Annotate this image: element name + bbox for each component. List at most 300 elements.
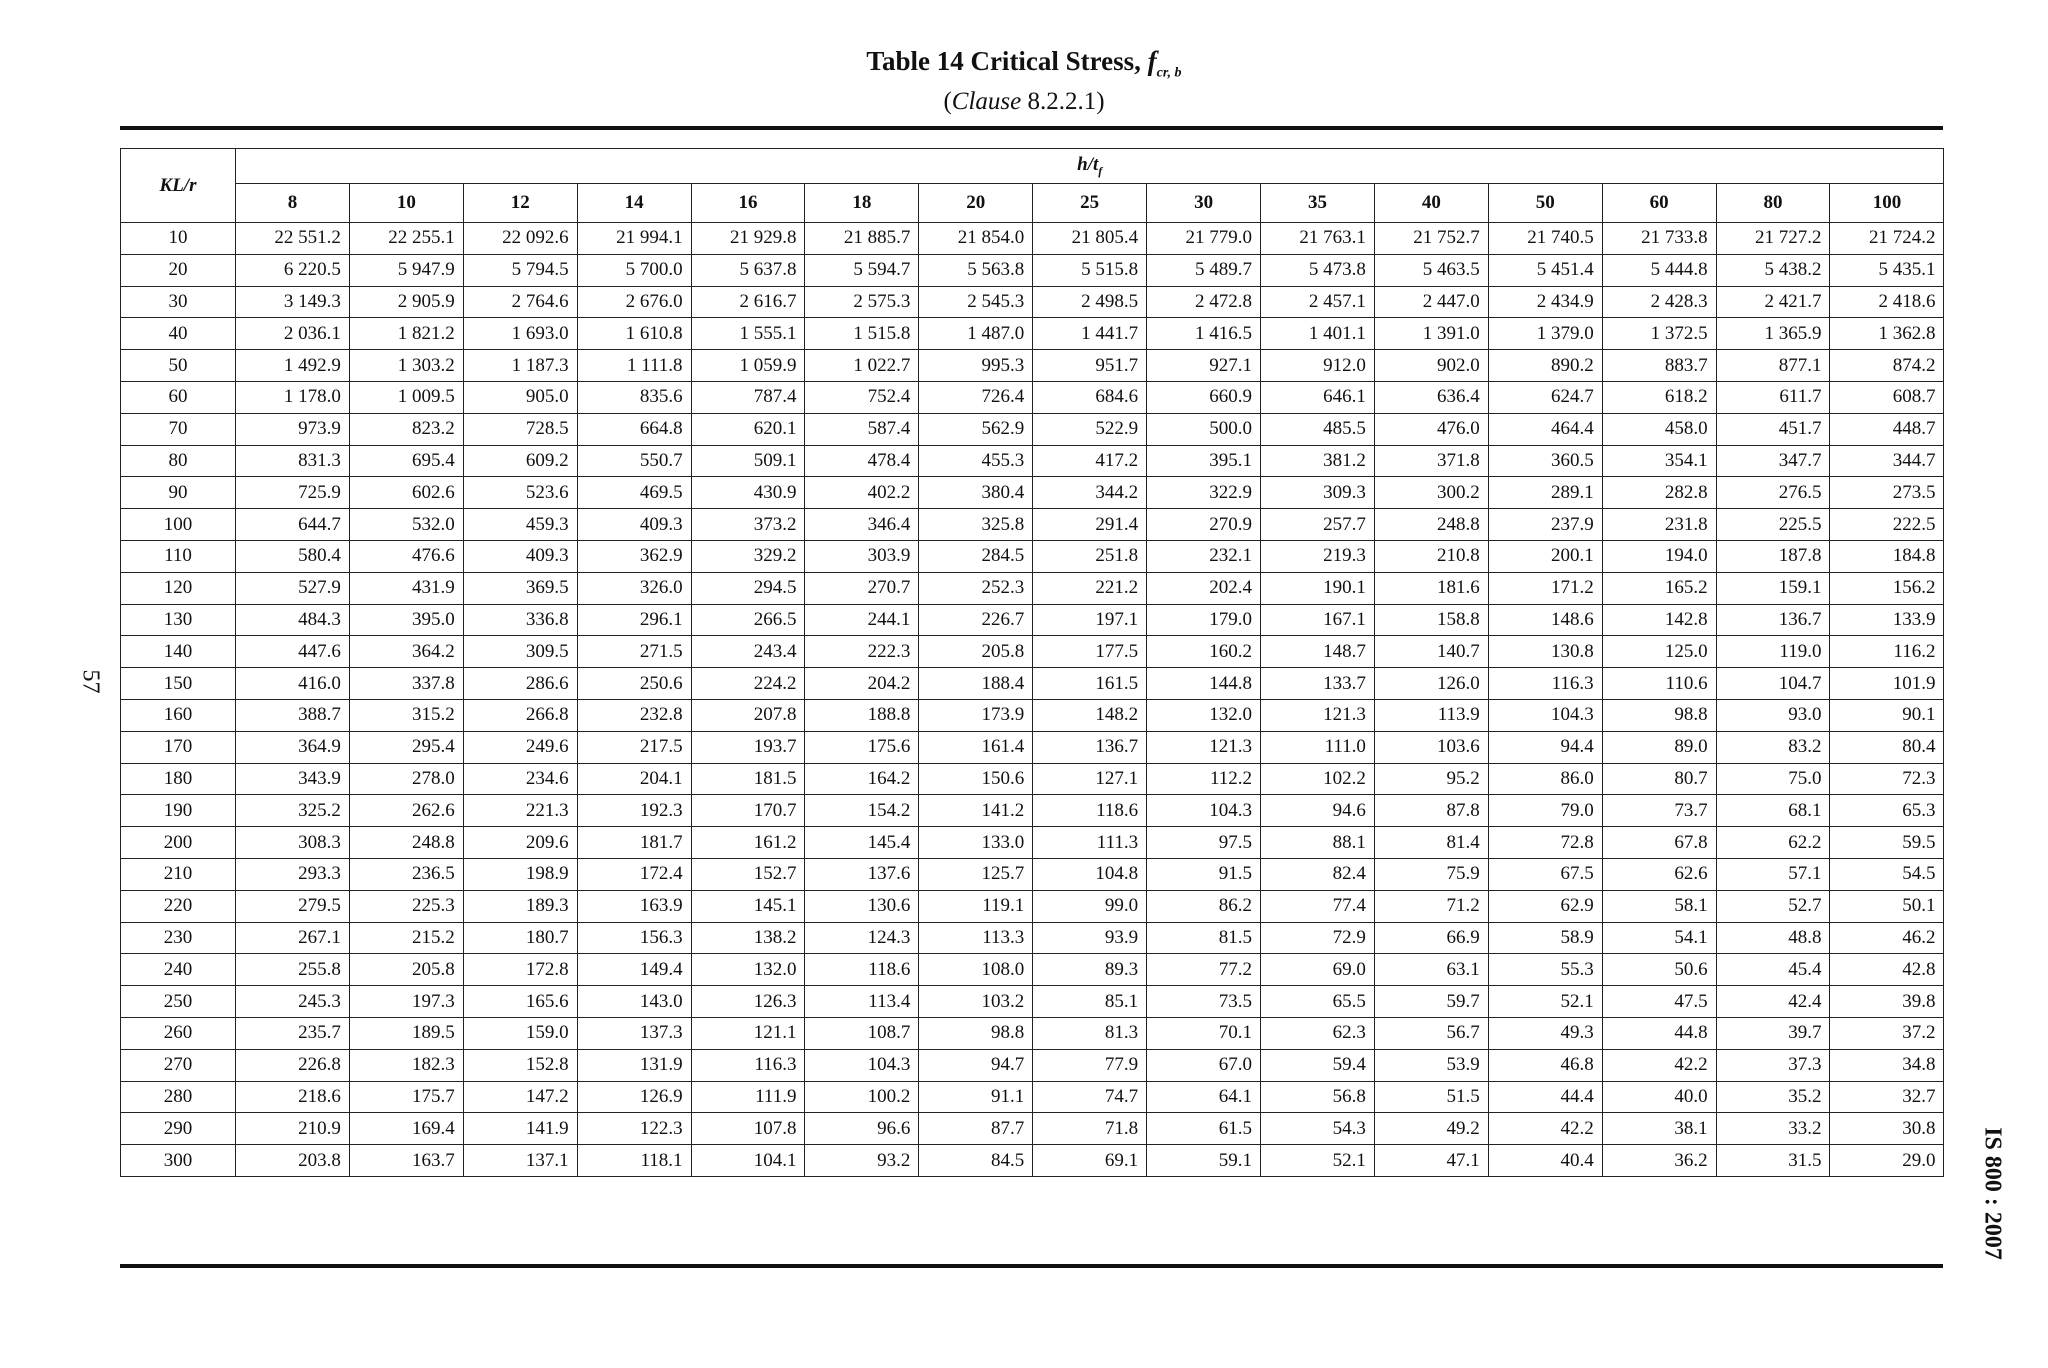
column-header: 12 — [463, 184, 577, 223]
stress-cell: 279.5 — [236, 890, 350, 922]
stress-cell: 284.5 — [919, 540, 1033, 572]
stress-cell: 42.8 — [1830, 954, 1944, 986]
stress-cell: 695.4 — [349, 445, 463, 477]
stress-cell: 469.5 — [577, 477, 691, 509]
stress-cell: 47.5 — [1602, 986, 1716, 1018]
stress-cell: 243.4 — [691, 636, 805, 668]
stress-cell: 161.5 — [1033, 668, 1147, 700]
stress-cell: 902.0 — [1374, 350, 1488, 382]
stress-cell: 103.2 — [919, 986, 1033, 1018]
stress-cell: 5 563.8 — [919, 254, 1033, 286]
stress-cell: 2 428.3 — [1602, 286, 1716, 318]
stress-cell: 94.4 — [1488, 731, 1602, 763]
stress-cell: 119.0 — [1716, 636, 1830, 668]
stress-cell: 222.5 — [1830, 509, 1944, 541]
stress-cell: 88.1 — [1261, 827, 1375, 859]
stress-cell: 104.3 — [1147, 795, 1261, 827]
stress-cell: 103.6 — [1374, 731, 1488, 763]
stress-cell: 2 434.9 — [1488, 286, 1602, 318]
kl-r-header: KL/r — [121, 149, 236, 223]
stress-cell: 22 255.1 — [349, 223, 463, 255]
stress-cell: 113.9 — [1374, 699, 1488, 731]
stress-cell: 232.8 — [577, 699, 691, 731]
stress-cell: 116.3 — [691, 1049, 805, 1081]
stress-cell: 118.6 — [805, 954, 919, 986]
stress-cell: 141.9 — [463, 1113, 577, 1145]
stress-cell: 21 779.0 — [1147, 223, 1261, 255]
stress-cell: 31.5 — [1716, 1145, 1830, 1177]
stress-cell: 360.5 — [1488, 445, 1602, 477]
stress-cell: 231.8 — [1602, 509, 1716, 541]
stress-cell: 2 575.3 — [805, 286, 919, 318]
column-header: 30 — [1147, 184, 1261, 223]
stress-cell: 21 805.4 — [1033, 223, 1147, 255]
stress-cell: 59.1 — [1147, 1145, 1261, 1177]
stress-cell: 37.3 — [1716, 1049, 1830, 1081]
stress-cell: 113.3 — [919, 922, 1033, 954]
stress-cell: 170.7 — [691, 795, 805, 827]
stress-cell: 158.8 — [1374, 604, 1488, 636]
stress-cell: 874.2 — [1830, 350, 1944, 382]
table-title-symbol: f — [1147, 46, 1157, 76]
stress-cell: 143.0 — [577, 986, 691, 1018]
stress-cell: 32.7 — [1830, 1081, 1944, 1113]
stress-cell: 236.5 — [349, 858, 463, 890]
stress-cell: 232.1 — [1147, 540, 1261, 572]
stress-cell: 373.2 — [691, 509, 805, 541]
column-header: 20 — [919, 184, 1033, 223]
stress-cell: 752.4 — [805, 381, 919, 413]
stress-cell: 257.7 — [1261, 509, 1375, 541]
stress-cell: 62.3 — [1261, 1017, 1375, 1049]
table-row — [121, 350, 1944, 382]
stress-cell: 72.3 — [1830, 763, 1944, 795]
stress-cell: 69.0 — [1261, 954, 1375, 986]
stress-cell: 248.8 — [1374, 509, 1488, 541]
table-row — [121, 1113, 1944, 1145]
stress-cell: 402.2 — [805, 477, 919, 509]
stress-cell: 286.6 — [463, 668, 577, 700]
stress-cell: 2 421.7 — [1716, 286, 1830, 318]
stress-cell: 270.7 — [805, 572, 919, 604]
stress-cell: 187.8 — [1716, 540, 1830, 572]
stress-cell: 39.8 — [1830, 986, 1944, 1018]
stress-cell: 293.3 — [236, 858, 350, 890]
stress-cell: 1 362.8 — [1830, 318, 1944, 350]
kl-r-value: 270 — [121, 1049, 236, 1081]
stress-cell: 97.5 — [1147, 827, 1261, 859]
stress-cell: 636.4 — [1374, 381, 1488, 413]
table-row — [121, 890, 1944, 922]
stress-cell: 46.2 — [1830, 922, 1944, 954]
stress-cell: 523.6 — [463, 477, 577, 509]
stress-cell: 169.4 — [349, 1113, 463, 1145]
stress-cell: 250.6 — [577, 668, 691, 700]
stress-cell: 248.8 — [349, 827, 463, 859]
stress-cell: 21 854.0 — [919, 223, 1033, 255]
stress-cell: 354.1 — [1602, 445, 1716, 477]
table-row — [121, 1081, 1944, 1113]
stress-cell: 182.3 — [349, 1049, 463, 1081]
stress-cell: 346.4 — [805, 509, 919, 541]
stress-cell: 53.9 — [1374, 1049, 1488, 1081]
stress-cell: 70.1 — [1147, 1017, 1261, 1049]
stress-cell: 65.3 — [1830, 795, 1944, 827]
table-row — [121, 699, 1944, 731]
stress-cell: 163.9 — [577, 890, 691, 922]
stress-cell: 29.0 — [1830, 1145, 1944, 1177]
table-row — [121, 795, 1944, 827]
stress-cell: 42.2 — [1488, 1113, 1602, 1145]
stress-cell: 96.6 — [805, 1113, 919, 1145]
table-row — [121, 922, 1944, 954]
stress-cell: 44.4 — [1488, 1081, 1602, 1113]
stress-cell: 905.0 — [463, 381, 577, 413]
column-header: 10 — [349, 184, 463, 223]
stress-cell: 59.5 — [1830, 827, 1944, 859]
stress-cell: 225.3 — [349, 890, 463, 922]
stress-cell: 181.7 — [577, 827, 691, 859]
table-row — [121, 413, 1944, 445]
stress-cell: 79.0 — [1488, 795, 1602, 827]
kl-r-value: 240 — [121, 954, 236, 986]
stress-cell: 289.1 — [1488, 477, 1602, 509]
stress-cell: 73.5 — [1147, 986, 1261, 1018]
table-row — [121, 636, 1944, 668]
stress-cell: 59.7 — [1374, 986, 1488, 1018]
stress-cell: 2 498.5 — [1033, 286, 1147, 318]
stress-cell: 235.7 — [236, 1017, 350, 1049]
stress-cell: 5 438.2 — [1716, 254, 1830, 286]
stress-cell: 98.8 — [919, 1017, 1033, 1049]
stress-cell: 38.1 — [1602, 1113, 1716, 1145]
stress-cell: 126.9 — [577, 1081, 691, 1113]
kl-r-value: 40 — [121, 318, 236, 350]
stress-cell: 93.2 — [805, 1145, 919, 1177]
stress-cell: 125.7 — [919, 858, 1033, 890]
stress-cell: 160.2 — [1147, 636, 1261, 668]
stress-cell: 42.2 — [1602, 1049, 1716, 1081]
stress-cell: 21 885.7 — [805, 223, 919, 255]
column-header-row — [121, 184, 1944, 223]
stress-cell: 56.8 — [1261, 1081, 1375, 1113]
stress-cell: 646.1 — [1261, 381, 1375, 413]
table-title — [0, 46, 2048, 81]
stress-cell: 202.4 — [1147, 572, 1261, 604]
stress-cell: 54.1 — [1602, 922, 1716, 954]
stress-cell: 221.2 — [1033, 572, 1147, 604]
stress-cell: 93.9 — [1033, 922, 1147, 954]
stress-cell: 104.1 — [691, 1145, 805, 1177]
stress-cell: 113.4 — [805, 986, 919, 1018]
stress-cell: 1 487.0 — [919, 318, 1033, 350]
stress-cell: 80.7 — [1602, 763, 1716, 795]
stress-cell: 343.9 — [236, 763, 350, 795]
stress-cell: 112.2 — [1147, 763, 1261, 795]
stress-cell: 618.2 — [1602, 381, 1716, 413]
stress-cell: 89.3 — [1033, 954, 1147, 986]
stress-cell: 325.2 — [236, 795, 350, 827]
stress-cell: 1 303.2 — [349, 350, 463, 382]
kl-r-value: 280 — [121, 1081, 236, 1113]
stress-cell: 217.5 — [577, 731, 691, 763]
stress-cell: 1 416.5 — [1147, 318, 1261, 350]
stress-cell: 107.8 — [691, 1113, 805, 1145]
stress-cell: 193.7 — [691, 731, 805, 763]
h-tf-header — [236, 149, 1944, 184]
stress-cell: 148.2 — [1033, 699, 1147, 731]
stress-cell: 73.7 — [1602, 795, 1716, 827]
stress-cell: 171.2 — [1488, 572, 1602, 604]
stress-cell: 5 489.7 — [1147, 254, 1261, 286]
column-header: 8 — [236, 184, 350, 223]
kl-r-value: 190 — [121, 795, 236, 827]
table-row — [121, 223, 1944, 255]
stress-cell: 173.9 — [919, 699, 1033, 731]
stress-cell: 154.2 — [805, 795, 919, 827]
stress-cell: 144.8 — [1147, 668, 1261, 700]
stress-cell: 67.8 — [1602, 827, 1716, 859]
kl-r-value: 10 — [121, 223, 236, 255]
stress-cell: 156.3 — [577, 922, 691, 954]
stress-cell: 2 764.6 — [463, 286, 577, 318]
kl-r-value: 230 — [121, 922, 236, 954]
stress-cell: 602.6 — [349, 477, 463, 509]
stress-cell: 500.0 — [1147, 413, 1261, 445]
stress-cell: 478.4 — [805, 445, 919, 477]
stress-cell: 409.3 — [577, 509, 691, 541]
stress-cell: 194.0 — [1602, 540, 1716, 572]
clause-reference: (Clause 8.2.2.1) — [943, 88, 1105, 115]
stress-cell: 77.2 — [1147, 954, 1261, 986]
column-header: 25 — [1033, 184, 1147, 223]
stress-cell: 664.8 — [577, 413, 691, 445]
stress-cell: 74.7 — [1033, 1081, 1147, 1113]
kl-r-value: 170 — [121, 731, 236, 763]
stress-cell: 5 594.7 — [805, 254, 919, 286]
kl-r-value: 100 — [121, 509, 236, 541]
kl-r-value: 120 — [121, 572, 236, 604]
table-row — [121, 509, 1944, 541]
stress-cell: 104.3 — [1488, 699, 1602, 731]
stress-cell: 132.0 — [691, 954, 805, 986]
stress-cell: 927.1 — [1147, 350, 1261, 382]
stress-cell: 198.9 — [463, 858, 577, 890]
stress-cell: 325.8 — [919, 509, 1033, 541]
kl-r-value: 110 — [121, 540, 236, 572]
stress-cell: 84.5 — [919, 1145, 1033, 1177]
stress-cell: 49.2 — [1374, 1113, 1488, 1145]
h-tf-header-text: h/t — [1077, 153, 1099, 175]
table-row — [121, 1017, 1944, 1049]
stress-cell: 50.6 — [1602, 954, 1716, 986]
stress-cell: 75.9 — [1374, 858, 1488, 890]
stress-cell: 291.4 — [1033, 509, 1147, 541]
stress-cell: 476.0 — [1374, 413, 1488, 445]
stress-cell: 122.3 — [577, 1113, 691, 1145]
stress-cell: 94.6 — [1261, 795, 1375, 827]
stress-cell: 110.6 — [1602, 668, 1716, 700]
stress-cell: 644.7 — [236, 509, 350, 541]
stress-cell: 116.2 — [1830, 636, 1944, 668]
kl-r-value: 70 — [121, 413, 236, 445]
stress-cell: 52.1 — [1488, 986, 1602, 1018]
table-row — [121, 827, 1944, 859]
table-title-text: Table 14 Critical Stress, — [866, 46, 1141, 76]
stress-cell: 104.7 — [1716, 668, 1830, 700]
stress-cell: 580.4 — [236, 540, 350, 572]
stress-cell: 21 727.2 — [1716, 223, 1830, 255]
stress-cell: 136.7 — [1033, 731, 1147, 763]
stress-cell: 448.7 — [1830, 413, 1944, 445]
column-header: 100 — [1830, 184, 1944, 223]
stress-cell: 337.8 — [349, 668, 463, 700]
stress-cell: 85.1 — [1033, 986, 1147, 1018]
column-header: 16 — [691, 184, 805, 223]
stress-cell: 133.0 — [919, 827, 1033, 859]
stress-cell: 145.4 — [805, 827, 919, 859]
stress-cell: 99.0 — [1033, 890, 1147, 922]
stress-cell: 2 905.9 — [349, 286, 463, 318]
stress-cell: 1 391.0 — [1374, 318, 1488, 350]
stress-cell: 1 022.7 — [805, 350, 919, 382]
stress-cell: 130.8 — [1488, 636, 1602, 668]
stress-cell: 175.7 — [349, 1081, 463, 1113]
kl-r-value: 300 — [121, 1145, 236, 1177]
stress-cell: 89.0 — [1602, 731, 1716, 763]
stress-cell: 245.3 — [236, 986, 350, 1018]
stress-cell: 21 740.5 — [1488, 223, 1602, 255]
stress-cell: 1 178.0 — [236, 381, 350, 413]
stress-cell: 69.1 — [1033, 1145, 1147, 1177]
stress-cell: 380.4 — [919, 477, 1033, 509]
table-row — [121, 477, 1944, 509]
stress-cell: 3 149.3 — [236, 286, 350, 318]
kl-r-value: 150 — [121, 668, 236, 700]
stress-cell: 295.4 — [349, 731, 463, 763]
stress-cell: 77.9 — [1033, 1049, 1147, 1081]
stress-cell: 823.2 — [349, 413, 463, 445]
stress-cell: 2 418.6 — [1830, 286, 1944, 318]
stress-cell: 883.7 — [1602, 350, 1716, 382]
stress-cell: 137.3 — [577, 1017, 691, 1049]
stress-cell: 5 515.8 — [1033, 254, 1147, 286]
stress-cell: 522.9 — [1033, 413, 1147, 445]
stress-cell: 5 463.5 — [1374, 254, 1488, 286]
stress-cell: 93.0 — [1716, 699, 1830, 731]
stress-cell: 164.2 — [805, 763, 919, 795]
stress-cell: 197.3 — [349, 986, 463, 1018]
stress-cell: 278.0 — [349, 763, 463, 795]
stress-cell: 336.8 — [463, 604, 577, 636]
kl-r-value: 200 — [121, 827, 236, 859]
stress-cell: 165.2 — [1602, 572, 1716, 604]
table-row — [121, 986, 1944, 1018]
stress-cell: 22 092.6 — [463, 223, 577, 255]
stress-cell: 161.4 — [919, 731, 1033, 763]
stress-cell: 203.8 — [236, 1145, 350, 1177]
stress-cell: 142.8 — [1602, 604, 1716, 636]
stress-cell: 71.2 — [1374, 890, 1488, 922]
stress-cell: 1 059.9 — [691, 350, 805, 382]
stress-cell: 282.8 — [1602, 477, 1716, 509]
table-row — [121, 858, 1944, 890]
stress-cell: 130.6 — [805, 890, 919, 922]
stress-cell: 5 637.8 — [691, 254, 805, 286]
stress-cell: 225.5 — [1716, 509, 1830, 541]
stress-cell: 347.7 — [1716, 445, 1830, 477]
stress-cell: 329.2 — [691, 540, 805, 572]
stress-cell: 2 447.0 — [1374, 286, 1488, 318]
stress-cell: 81.5 — [1147, 922, 1261, 954]
stress-cell: 485.5 — [1261, 413, 1375, 445]
stress-cell: 252.3 — [919, 572, 1033, 604]
stress-cell: 37.2 — [1830, 1017, 1944, 1049]
stress-cell: 660.9 — [1147, 381, 1261, 413]
top-rule — [120, 126, 1943, 130]
stress-cell: 119.1 — [919, 890, 1033, 922]
table-row — [121, 604, 1944, 636]
stress-cell: 326.0 — [577, 572, 691, 604]
clause-number: 8.2.2.1 — [1027, 88, 1097, 115]
stress-cell: 5 473.8 — [1261, 254, 1375, 286]
stress-cell: 141.2 — [919, 795, 1033, 827]
stress-cell: 95.2 — [1374, 763, 1488, 795]
group-header-row — [121, 149, 1944, 184]
stress-cell: 2 616.7 — [691, 286, 805, 318]
stress-cell: 184.8 — [1830, 540, 1944, 572]
stress-cell: 133.9 — [1830, 604, 1944, 636]
stress-cell: 50.1 — [1830, 890, 1944, 922]
stress-cell: 2 036.1 — [236, 318, 350, 350]
stress-cell: 620.1 — [691, 413, 805, 445]
stress-cell: 83.2 — [1716, 731, 1830, 763]
table-row — [121, 445, 1944, 477]
stress-cell: 125.0 — [1602, 636, 1716, 668]
stress-cell: 58.9 — [1488, 922, 1602, 954]
stress-cell: 190.1 — [1261, 572, 1375, 604]
stress-cell: 127.1 — [1033, 763, 1147, 795]
stress-cell: 2 457.1 — [1261, 286, 1375, 318]
stress-cell: 87.7 — [919, 1113, 1033, 1145]
kl-r-value: 130 — [121, 604, 236, 636]
stress-cell: 86.2 — [1147, 890, 1261, 922]
stress-cell: 21 733.8 — [1602, 223, 1716, 255]
stress-cell: 608.7 — [1830, 381, 1944, 413]
stress-cell: 1 401.1 — [1261, 318, 1375, 350]
stress-cell: 296.1 — [577, 604, 691, 636]
kl-r-value: 180 — [121, 763, 236, 795]
stress-cell: 111.9 — [691, 1081, 805, 1113]
stress-cell: 121.3 — [1261, 699, 1375, 731]
stress-cell: 5 700.0 — [577, 254, 691, 286]
stress-cell: 249.6 — [463, 731, 577, 763]
table-row — [121, 731, 1944, 763]
stress-cell: 587.4 — [805, 413, 919, 445]
stress-cell: 54.5 — [1830, 858, 1944, 890]
stress-cell: 148.6 — [1488, 604, 1602, 636]
stress-cell: 62.9 — [1488, 890, 1602, 922]
kl-r-value: 290 — [121, 1113, 236, 1145]
stress-cell: 1 009.5 — [349, 381, 463, 413]
stress-cell: 527.9 — [236, 572, 350, 604]
stress-cell: 172.8 — [463, 954, 577, 986]
stress-cell: 100.2 — [805, 1081, 919, 1113]
table-row — [121, 668, 1944, 700]
stress-cell: 266.5 — [691, 604, 805, 636]
stress-cell: 21 752.7 — [1374, 223, 1488, 255]
stress-cell: 395.0 — [349, 604, 463, 636]
